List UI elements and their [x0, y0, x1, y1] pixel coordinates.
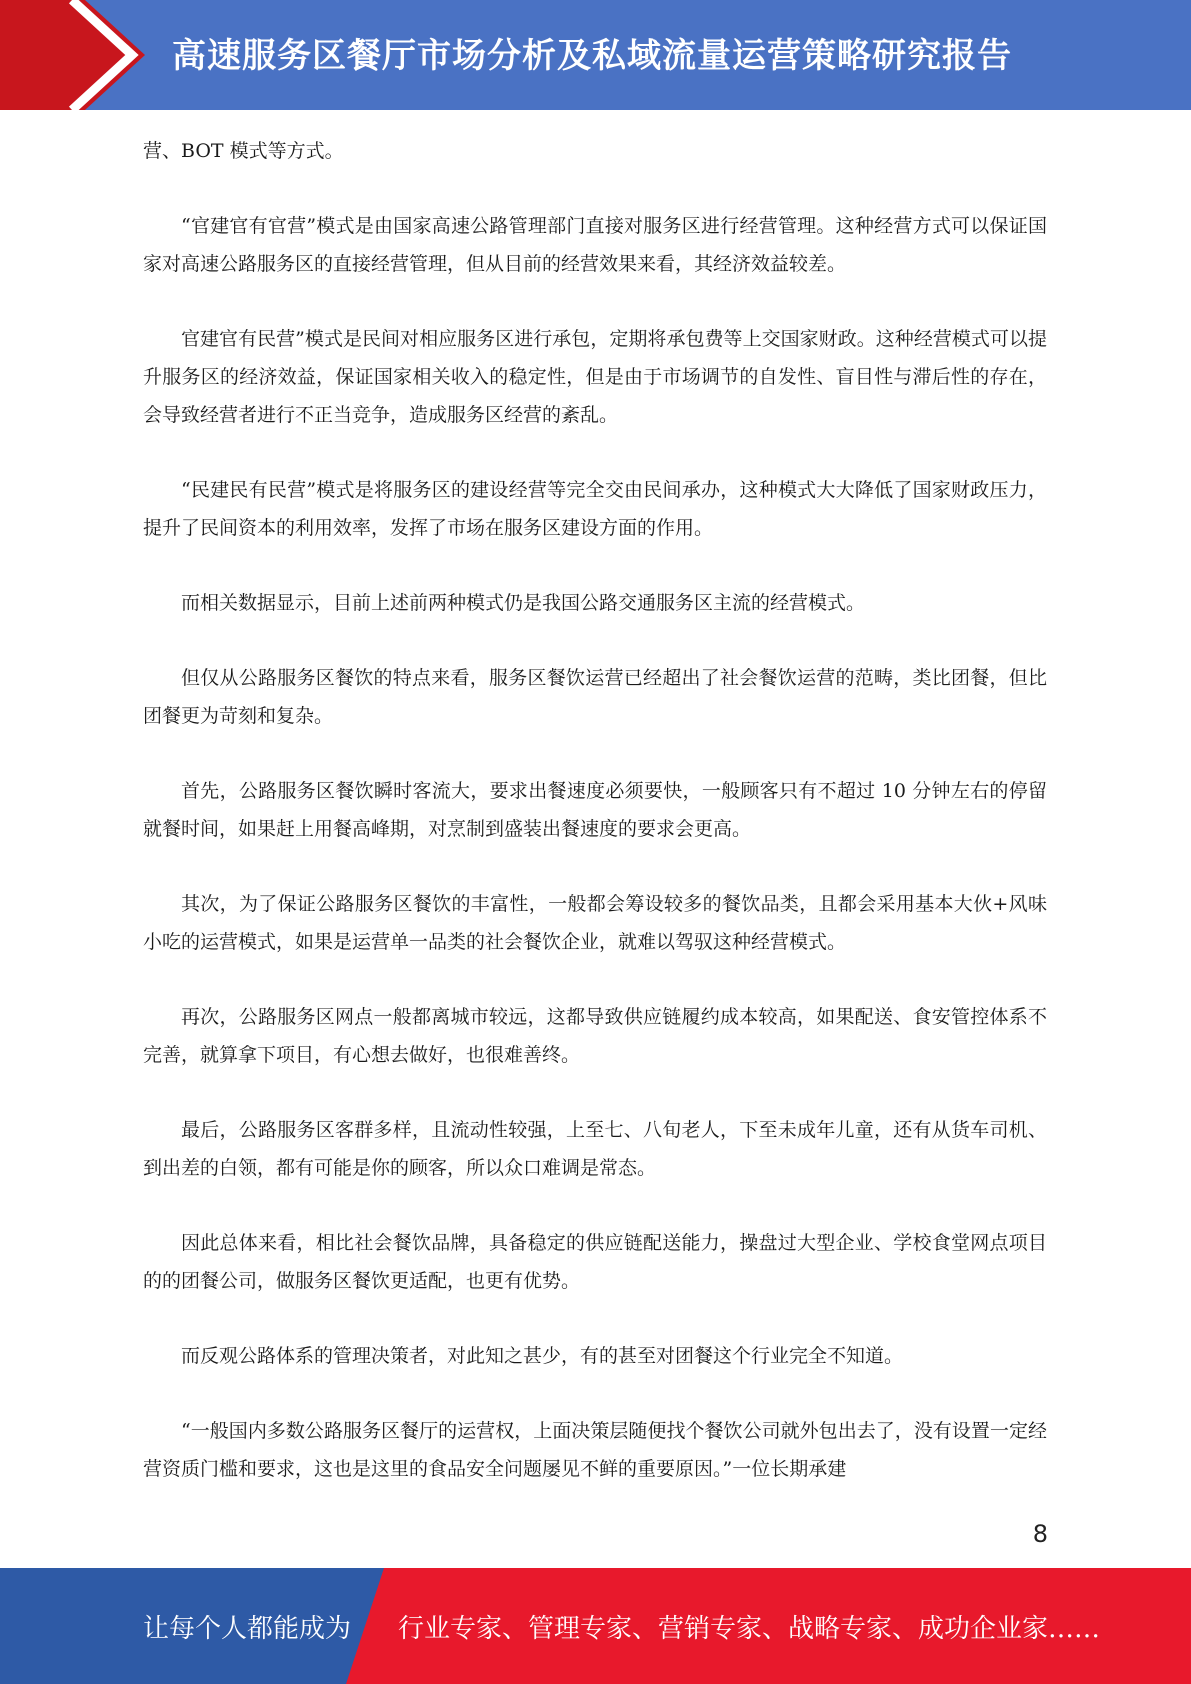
paragraph: 营、BOT 模式等方式。 — [143, 140, 344, 162]
page-number: 8 — [1032, 1520, 1048, 1548]
paragraph: “民建民有民营”模式是将服务区的建设经营等完全交由民间承办，这种模式大大降低了国家财政压力，提升了民间资本的利用效率，发挥了市场在服务区建设方面的作用。 — [143, 479, 1047, 539]
report-title: 高速服务区餐厅市场分析及私域流量运营策略研究报告 — [172, 36, 1012, 76]
paragraph: 因此总体来看，相比社会餐饮品牌，具备稳定的供应链配送能力，操盘过大型企业、学校食堂网点项目的的团餐公司，做服务区餐饮更适配，也更有优势。 — [143, 1232, 1047, 1292]
paragraph: 其次，为了保证公路服务区餐饮的丰富性，一般都会筹设较多的餐饮品类，且都会采用基本大伙+风味小吃的运营模式，如果是运营单一品类的社会餐饮企业，就难以驾驭这种经营模式。 — [143, 893, 1047, 953]
paragraph: 官建官有民营”模式是民间对相应服务区进行承包，定期将承包费等上交国家财政。这种经营模式可以提升服务区的经济效益，保证国家相关收入的稳定性，但是由于市场调节的自发性、盲目性与滞后性的存在，会导致经营者进行不正当竞争，造成服务区经营的紊乱。 — [143, 328, 1047, 426]
footer-slogan-left: 让每个人都能成为 — [143, 1614, 352, 1644]
paragraph: 而反观公路体系的管理决策者，对此知之甚少，有的甚至对团餐这个行业完全不知道。 — [181, 1345, 904, 1367]
page-header — [0, 0, 1191, 110]
page-footer — [0, 1568, 1191, 1684]
paragraph: “一般国内多数公路服务区餐厅的运营权，上面决策层随便找个餐饮公司就外包出去了，没有设置一定经营资质门槛和要求，这也是这里的食品安全问题屡见不鲜的重要原因。”一位长期承建 — [143, 1420, 1047, 1480]
paragraph: 最后，公路服务区客群多样，且流动性较强，上至七、八旬老人，下至未成年儿童，还有从货车司机、到出差的白领，都有可能是你的顾客，所以众口难调是常态。 — [143, 1119, 1047, 1179]
document-body — [143, 132, 1047, 1525]
paragraph: 再次，公路服务区网点一般都离城市较远，这都导致供应链履约成本较高，如果配送、食安管控体系不完善，就算拿下项目，有心想去做好，也很难善终。 — [143, 1006, 1047, 1066]
paragraph: 但仅从公路服务区餐饮的特点来看，服务区餐饮运营已经超出了社会餐饮运营的范畴，类比团餐，但比团餐更为苛刻和复杂。 — [143, 667, 1047, 727]
paragraph: “官建官有官营”模式是由国家高速公路管理部门直接对服务区进行经营管理。这种经营方式可以保证国家对高速公路服务区的直接经营管理，但从目前的经营效果来看，其经济效益较差。 — [143, 215, 1047, 275]
footer-slogan-right: 行业专家、管理专家、营销专家、战略专家、成功企业家…… — [398, 1614, 1101, 1644]
paragraph: 首先，公路服务区餐饮瞬时客流大，要求出餐速度必须要快，一般顾客只有不超过 10 分钟左右的停留就餐时间，如果赶上用餐高峰期，对烹制到盛装出餐速度的要求会更高。 — [143, 780, 1047, 840]
paragraph: 而相关数据显示，目前上述前两种模式仍是我国公路交通服务区主流的经营模式。 — [181, 592, 866, 614]
